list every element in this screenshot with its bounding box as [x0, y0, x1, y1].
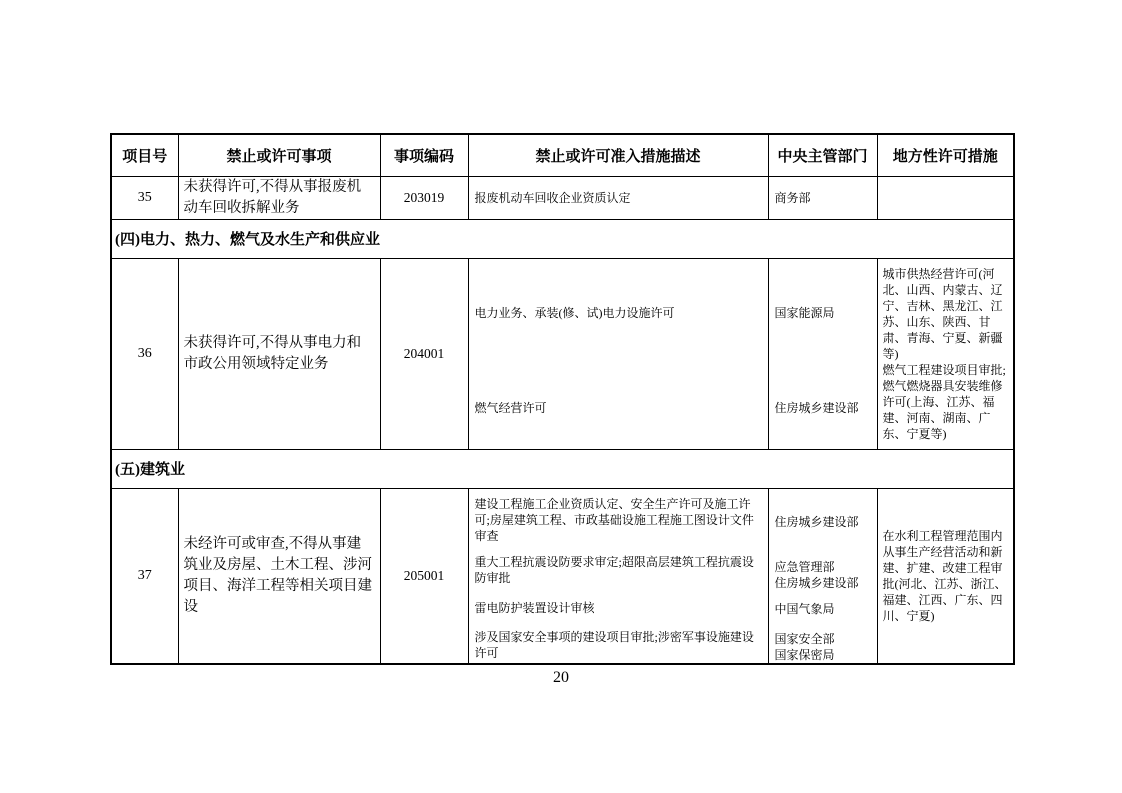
measure-electric-power: 电力业务、承装(修、试)电力设施许可: [474, 305, 675, 320]
local-measures: 在水利工程管理范围内从事生产经营活动和新建、扩建、改建工程审批(河北、江苏、浙江、福建、江西、广东、四川、宁夏): [877, 488, 1014, 664]
department-housing-construction: 住房城乡建设部: [774, 400, 859, 415]
measure-gas-operation: 燃气经营许可: [474, 400, 547, 415]
prohibited-item-text: 未获得许可,不得从事报废机动车回收拆解业务: [178, 176, 380, 219]
central-department: 商务部: [768, 176, 877, 219]
table-header-row: [111, 134, 1014, 176]
header-item-code: 事项编码: [380, 134, 468, 176]
negative-list-table: [110, 133, 1015, 665]
section-title: (五)建筑业: [111, 449, 1014, 488]
prohibited-item-text: 未经许可或审查,不得从事建筑业及房屋、土木工程、涉河项目、海洋工程等相关项目建设: [178, 488, 380, 664]
item-code: 205001: [380, 488, 468, 664]
item-number: 35: [111, 176, 178, 219]
department-energy-administration: 国家能源局: [774, 305, 835, 320]
header-item-number: 项目号: [111, 134, 178, 176]
measure-description: 报废机动车回收企业资质认定: [468, 176, 768, 219]
local-measures-empty: [877, 176, 1014, 219]
header-local-measures: 地方性许可措施: [877, 134, 1014, 176]
measure-description-list: [468, 488, 768, 664]
department-housing-construction: 住房城乡建设部: [774, 514, 859, 529]
measure-seismic-approval: 重大工程抗震设防要求审定;超限高层建筑工程抗震设防审批: [474, 554, 754, 585]
item-code: 204001: [380, 258, 468, 449]
table-row-36: [111, 258, 1014, 449]
section-title: (四)电力、热力、燃气及水生产和供应业: [111, 219, 1014, 258]
header-central-department: 中央主管部门: [768, 134, 877, 176]
department-housing-construction: 住房城乡建设部: [774, 575, 859, 590]
measure-description-list: [468, 258, 768, 449]
prohibited-item-text: 未获得许可,不得从事电力和市政公用领域特定业务: [178, 258, 380, 449]
central-department-list: [768, 258, 877, 449]
department-group-seismic: [775, 559, 871, 591]
department-emergency-management: 应急管理部: [774, 559, 835, 574]
section-row-power-heat-gas-water: [111, 219, 1014, 258]
header-prohibited-item: 禁止或许可事项: [178, 134, 380, 176]
central-department-list: [768, 488, 877, 664]
section-row-construction: [111, 449, 1014, 488]
item-number: 37: [111, 488, 178, 664]
measure-construction-qualification: 建设工程施工企业资质认定、安全生产许可及施工许可;房屋建筑工程、市政基础设施工程施工图设计文件审查: [474, 496, 754, 543]
measure-lightning-protection: 雷电防护装置设计审核: [474, 600, 595, 615]
department-meteorological-administration: 中国气象局: [774, 601, 835, 616]
page-number: 20: [553, 669, 569, 686]
local-measure-heating-license: 城市供热经营许可(河北、山西、内蒙古、辽宁、吉林、黑龙江、江苏、山东、陕西、甘肃、青海、宁夏、新疆等): [882, 266, 1003, 361]
item-number: 36: [111, 258, 178, 449]
item-code: 203019: [380, 176, 468, 219]
local-measures: [877, 258, 1014, 449]
local-measure-gas-project: 燃气工程建设项目审批;燃气燃烧器具安装维修许可(上海、江苏、福建、河南、湖南、广东、宁夏等): [882, 362, 1006, 441]
header-measure-description: 禁止或许可准入措施描述: [468, 134, 768, 176]
department-group-security: [775, 631, 871, 663]
department-secrecy-administration: 国家保密局: [774, 647, 835, 662]
department-state-security: 国家安全部: [774, 631, 835, 646]
measure-national-security-project: 涉及国家安全事项的建设项目审批;涉密军事设施建设许可: [474, 629, 754, 660]
table-row-37: [111, 488, 1014, 664]
table-row-35: [111, 176, 1014, 219]
